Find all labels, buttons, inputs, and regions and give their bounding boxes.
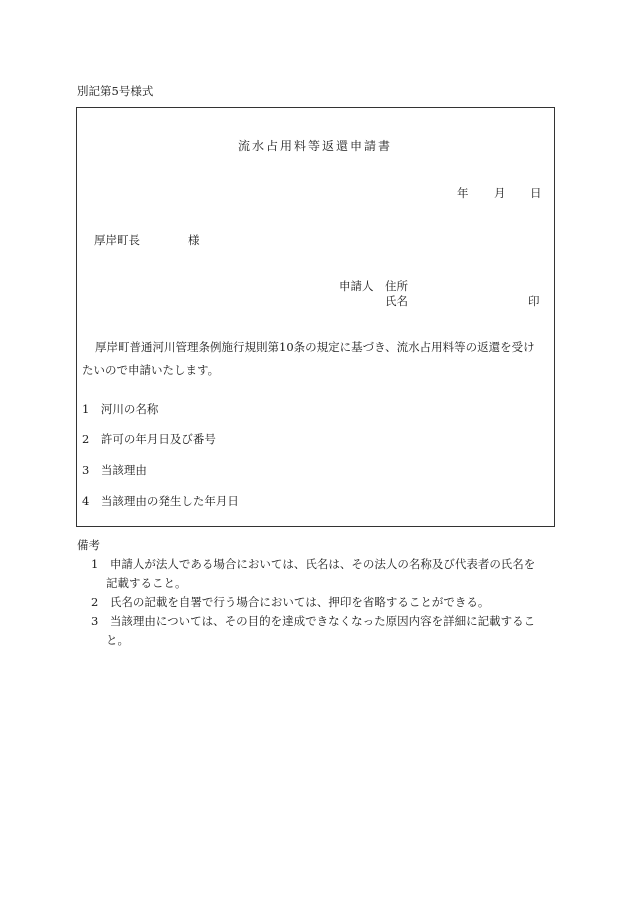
body-text-line-2: たいので申請いたします。 <box>82 363 220 377</box>
date-day-label: 日 <box>530 186 542 200</box>
note-line: 1 申請人が法人である場合においては、氏名は、その法人の名称及び代表者の氏名を <box>91 557 536 571</box>
form-item-permit-date-number: 2 許可の年月日及び番号 <box>82 432 216 446</box>
seal-label: 印 <box>528 294 540 308</box>
form-frame <box>76 107 555 527</box>
form-item-river-name: 1 河川の名称 <box>82 402 159 416</box>
notes-heading: 備考 <box>77 538 100 552</box>
body-text-line-1: 厚岸町普通河川管理条例施行規則第10条の規定に基づき、流水占用料等の返還を受け <box>95 340 535 354</box>
note-line: と。 <box>106 633 129 647</box>
addressee-honorific: 様 <box>188 233 200 247</box>
addressee: 厚岸町長 <box>94 233 140 247</box>
form-item-reason-date: 4 当該理由の発生した年月日 <box>82 494 239 508</box>
form-title: 流水占用料等返還申請書 <box>237 139 392 153</box>
date-year-label: 年 <box>457 186 469 200</box>
note-line: 記載すること。 <box>106 576 187 590</box>
note-line: 2 氏名の記載を自署で行う場合においては、押印を省略することができる。 <box>91 595 490 609</box>
applicant-label: 申請人 <box>339 279 374 293</box>
date-month-label: 月 <box>494 186 506 200</box>
address-label: 住所 <box>385 279 408 293</box>
form-label: 別記第5号様式 <box>77 84 154 98</box>
name-label: 氏名 <box>385 294 408 308</box>
form-item-reason: 3 当該理由 <box>82 463 147 477</box>
note-line: 3 当該理由については、その目的を達成できなくなった原因内容を詳細に記載するこ <box>91 614 536 628</box>
